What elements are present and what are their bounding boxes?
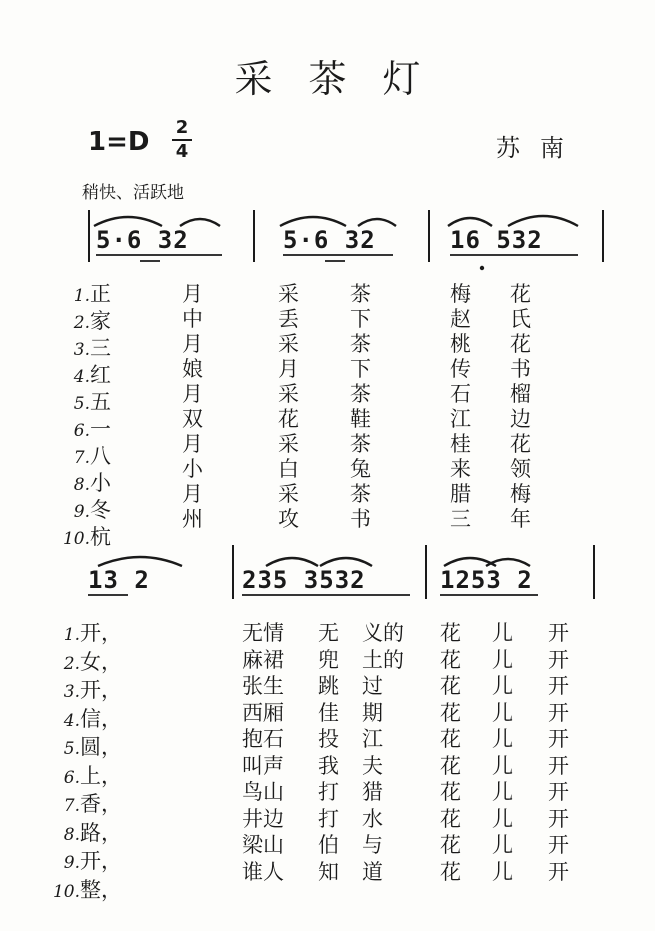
verse2-column-4: 义的 土的 过 期 江 夫 猎 水 与 道	[362, 621, 404, 884]
verse1-column-5: 梅 赵 桃 传 石 江 桂 来 腊 三	[450, 282, 471, 531]
lyric-line: 6.上，	[63, 763, 122, 788]
lyric-line: 2.女，	[63, 649, 122, 674]
slur	[448, 218, 492, 226]
song-origin: 苏南	[496, 134, 584, 162]
measure-4-notes: 13 2	[88, 566, 150, 594]
octave-dot	[480, 266, 484, 270]
key-signature: 1=D	[88, 127, 150, 157]
lyric-line: 7.香，	[63, 792, 122, 816]
lyric-line: 2.家	[73, 309, 111, 333]
lyric-line: 8.路，	[63, 820, 122, 845]
measure-2-notes: 5·6 32	[283, 226, 376, 254]
slur	[320, 558, 372, 566]
verse2-column-1	[52, 620, 122, 905]
verse2-column-3: 无 兜 跳 佳 投 我 打 打 伯 知	[318, 621, 339, 884]
slur	[98, 557, 182, 566]
measure-3-notes: 16 532	[450, 226, 543, 254]
verse2-column-6: 儿 儿 儿 儿 儿 儿 儿 儿 儿 儿	[492, 621, 513, 884]
lyric-line: 7.八	[73, 444, 111, 468]
verse1-column-3: 采 丢 采 月 采 花 采 白 采 攻	[278, 282, 299, 531]
slur	[508, 216, 578, 226]
lyric-line: 10.杭	[62, 525, 111, 549]
lyric-line: 6.一	[73, 417, 111, 441]
lyric-line: 4.信，	[63, 706, 122, 731]
slur	[280, 217, 346, 226]
slur	[358, 219, 396, 226]
verse1-column-4: 茶 下 茶 下 茶 鞋 茶 兔 茶 书	[350, 282, 371, 531]
lyric-line: 9.开，	[63, 849, 122, 873]
verse1-column-6: 花 氏 花 书 榴 边 花 领 梅 年	[510, 282, 531, 531]
slur	[94, 217, 162, 226]
lyric-line: 1.开，	[63, 621, 122, 645]
verse1-column-1	[62, 282, 111, 552]
measure-5-notes: 235 3532	[242, 566, 366, 594]
time-signature-bottom: 4	[175, 141, 189, 162]
slur	[180, 219, 220, 226]
tempo-marking: 稍快、活跃地	[82, 183, 184, 203]
lyric-line: 1.正	[73, 282, 111, 306]
lyric-line: 5.五	[73, 390, 111, 414]
verse2-column-5: 花 花 花 花 花 花 花 花 花 花	[440, 621, 461, 884]
lyric-line: 3.三	[73, 336, 111, 360]
measure-1-notes: 5·6 32	[96, 226, 189, 254]
lyric-line: 5.圆，	[63, 735, 122, 759]
measure-6-notes: 1253 2	[440, 566, 533, 594]
verse2-column-7: 开 开 开 开 开 开 开 开 开 开	[548, 621, 569, 884]
slur	[266, 558, 318, 566]
song-title: 采茶灯	[234, 57, 457, 101]
lyric-line: 8.小	[73, 471, 111, 495]
lyric-line: 4.红	[73, 363, 111, 387]
verse2-column-2: 无情 麻裙 张生 西厢 抱石 叫声 鸟山 井边 梁山 谁人	[242, 621, 284, 884]
time-signature-top: 2	[175, 117, 189, 138]
lyric-line: 10.整，	[52, 877, 122, 902]
lyric-line: 3.开，	[63, 678, 122, 702]
verse1-column-2: 月 中 月 娘 月 双 月 小 月 州	[182, 282, 203, 531]
lyric-line: 9.冬	[73, 498, 111, 522]
